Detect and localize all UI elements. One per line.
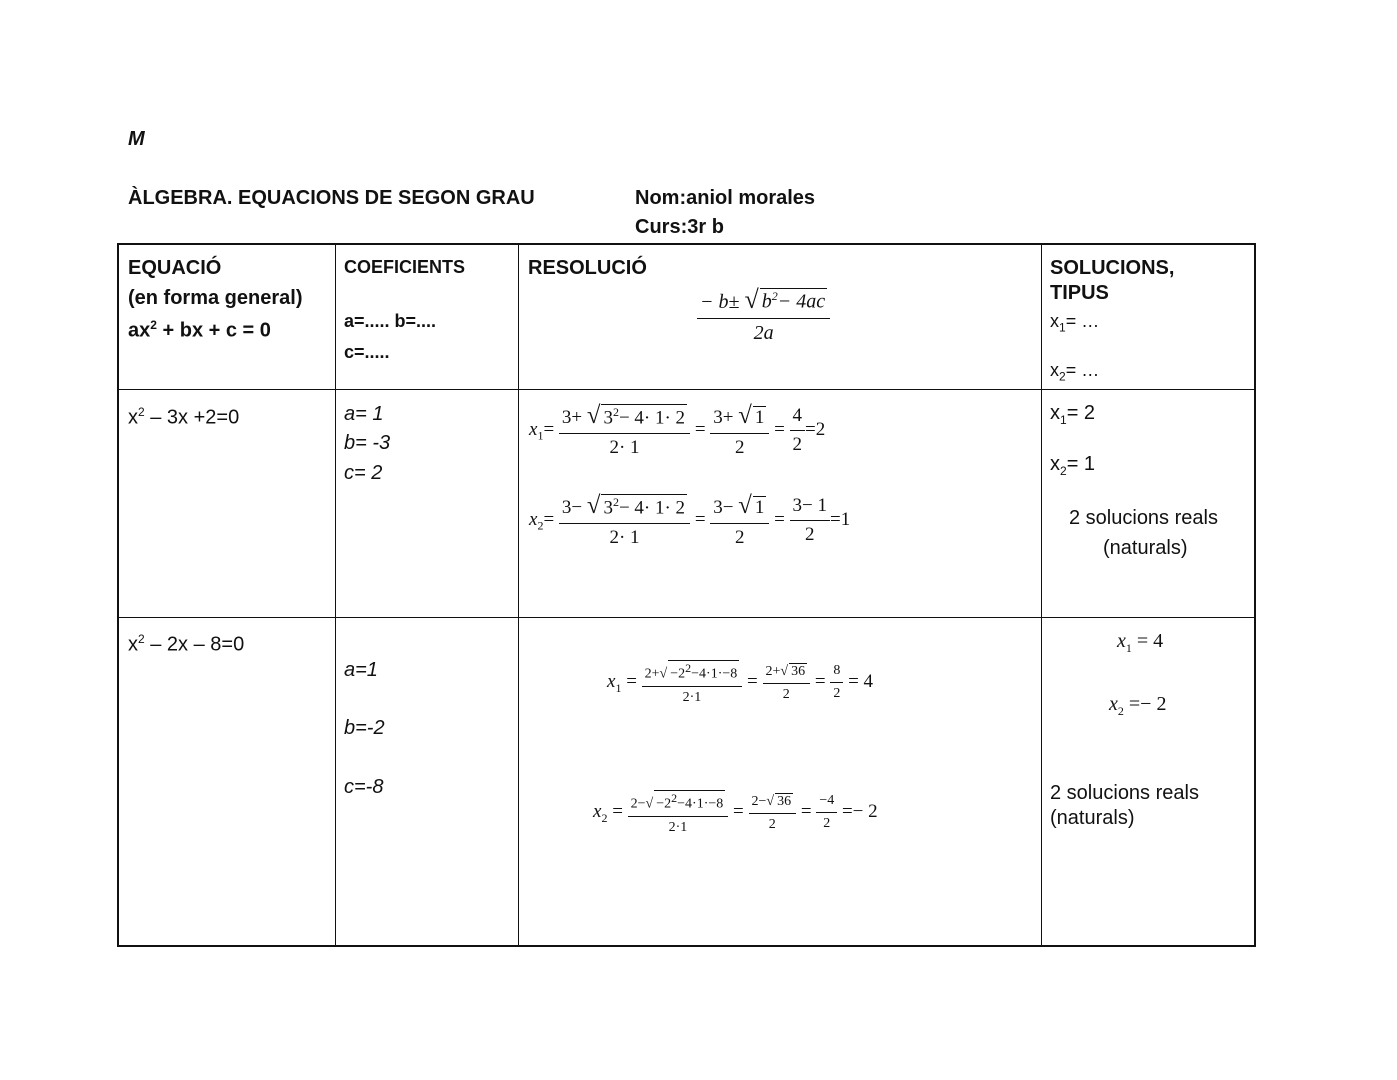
row1-sol-type-detail: (naturals) bbox=[1103, 537, 1188, 559]
row1-x1-resolution: $x_1=$ $\frac{3+ √ 3^2- 4\cdot 1\cdot 2}{2\cdot 1}$ = $\frac{3+ √ 1}{2}$ = $\frac{4}{2}$ =2 bbox=[529, 402, 826, 458]
header-solutions-type: TIPUS bbox=[1050, 282, 1109, 304]
header-solutions: SOLUCIONS, bbox=[1050, 257, 1175, 279]
header-equation-subtitle: (en forma general) bbox=[128, 287, 303, 309]
row2-x2-resolution: $x_2$ = $\frac{2-√ -2^2-4\cdot 1\cdot-8}{2\cdot 1}$ = $\frac{2-√ 36}{2}$ = $\frac{-4}{2}$ =− 2 bbox=[593, 791, 878, 835]
equations-table bbox=[117, 243, 1256, 947]
quadratic-formula: $\frac{- b\pm √ b^2- 4ac}{2a}$ bbox=[697, 285, 830, 345]
column-divider bbox=[335, 245, 336, 947]
header-sol-x2: $x_2=$ … bbox=[1050, 360, 1100, 384]
row2-coef-b: b=-2 bbox=[344, 717, 385, 739]
document-title: ÀLGEBRA. EQUACIONS DE SEGON GRAU bbox=[128, 187, 535, 209]
row1-x2-resolution: $x_2=$ $\frac{3- √ 3^2- 4\cdot 1\cdot 2}{2\cdot 1}$ = $\frac{3- √ 1}{2}$ = $\frac{3- 1}{2}$ =1 bbox=[529, 492, 851, 548]
row2-sol-x2: $x_2 =- 2$ bbox=[1109, 693, 1167, 718]
row1-coef-c: c= 2 bbox=[344, 462, 383, 484]
row1-coef-b: b= -3 bbox=[344, 432, 391, 454]
column-divider bbox=[1041, 245, 1042, 947]
row1-sol-type: 2 solucions reals bbox=[1069, 507, 1218, 529]
row2-coef-c: c=-8 bbox=[344, 776, 384, 798]
row2-sol-x1: $x_1 = 4$ bbox=[1117, 630, 1164, 655]
row2-coef-a: a=1 bbox=[344, 659, 378, 681]
header-sol-x1: $x_1=$ … bbox=[1050, 311, 1100, 335]
student-name: Nom:aniol morales bbox=[635, 187, 816, 209]
header-coef-c: c=..... bbox=[344, 342, 390, 362]
header-general-form: $ax^2$ + bx + c = 0 bbox=[128, 318, 271, 342]
row2-x1-resolution: $x_1$ = $\frac{2+√ -2^2-4\cdot 1\cdot-8}{2\cdot 1}$ = $\frac{2+√ 36}{2}$ = $\frac{8}{2}$ = 4 bbox=[607, 661, 874, 705]
column-divider bbox=[518, 245, 519, 947]
row1-sol-x2: $x_2= 1$ bbox=[1050, 453, 1096, 478]
header-equation: EQUACIÓ bbox=[128, 257, 222, 279]
row1-coef-a: a= 1 bbox=[344, 403, 384, 425]
row-divider bbox=[119, 389, 1256, 390]
header-coefficients: COEFICIENTS bbox=[344, 257, 466, 277]
header-coef-ab: a=..... b=.... bbox=[344, 311, 437, 331]
row2-equation: $x^2 - 2x - 8=0$ bbox=[128, 632, 245, 656]
document-initial: M bbox=[128, 128, 145, 150]
row1-equation: $x^2 - 3x +2=0$ bbox=[128, 405, 240, 429]
student-course: Curs:3r b bbox=[635, 216, 724, 238]
row-divider bbox=[119, 617, 1256, 618]
row1-sol-x1: $x_1= 2$ bbox=[1050, 402, 1096, 427]
row2-sol-type-detail: (naturals) bbox=[1050, 807, 1135, 829]
row2-sol-type: 2 solucions reals bbox=[1050, 782, 1199, 804]
header-resolution: RESOLUCIÓ bbox=[528, 257, 647, 279]
